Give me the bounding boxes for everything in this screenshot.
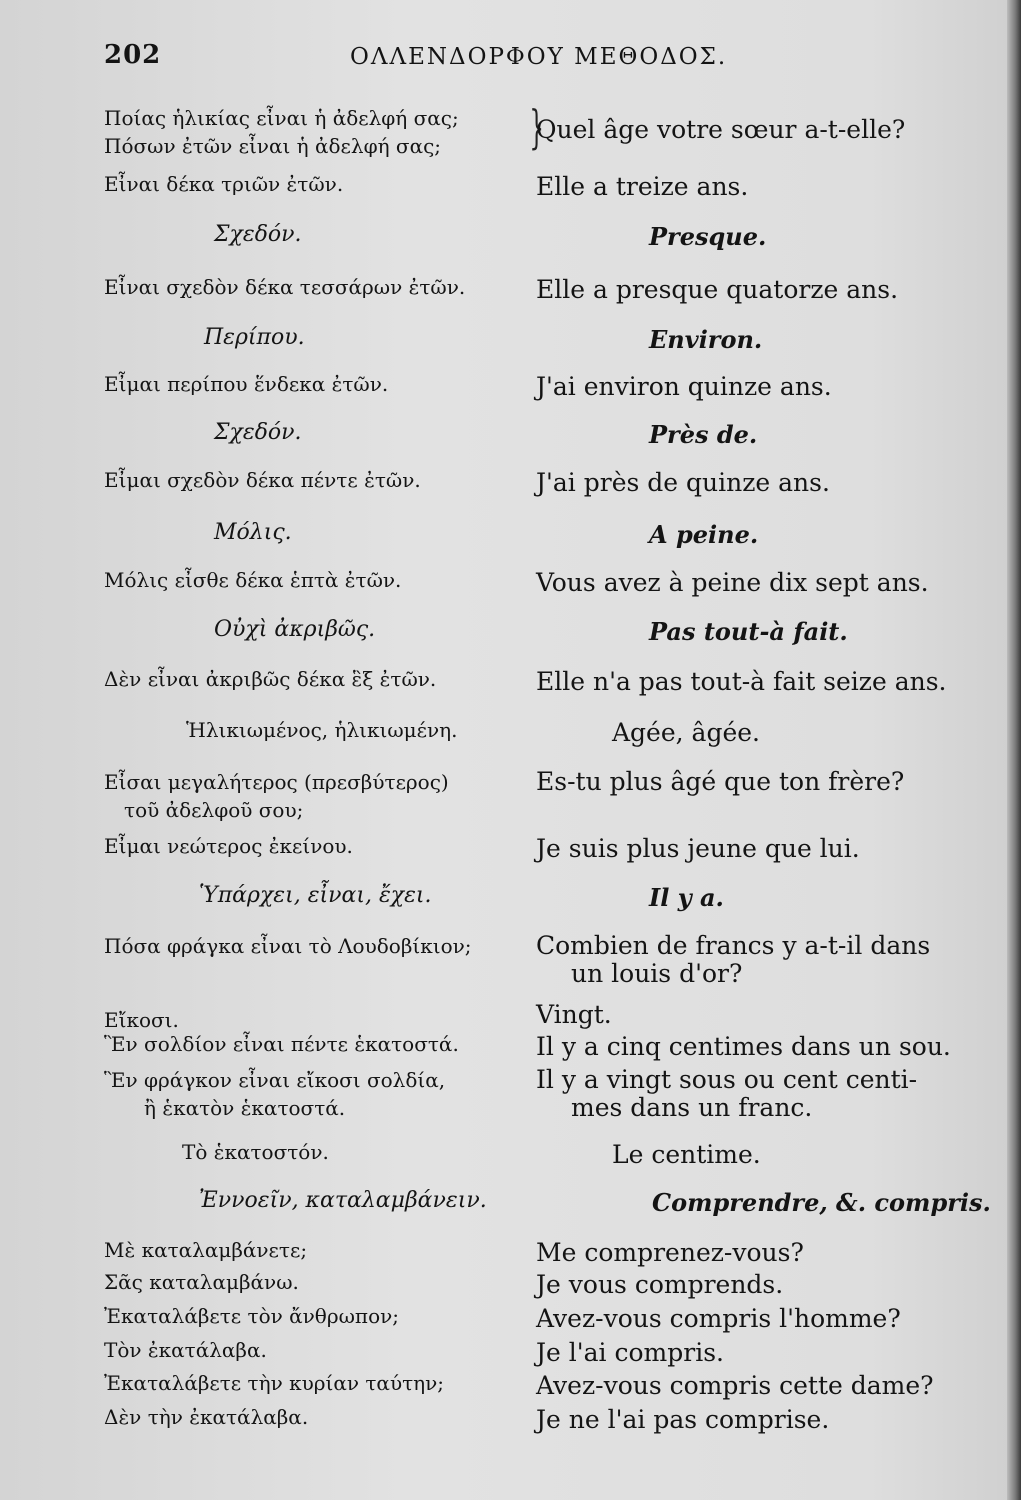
french-text: Avez-vous compris cette dame? xyxy=(536,1371,934,1400)
french-heading: Pas tout-à fait. xyxy=(649,617,848,646)
greek-text: Πόσα φράγκα εἶναι τὸ Λουδοβίκιον; xyxy=(104,934,472,958)
phrase-row xyxy=(104,1065,994,1122)
phrase-row xyxy=(104,1140,994,1180)
greek-text: Τὸ ἑκατοστόν. xyxy=(182,1140,329,1164)
greek-text: Ἓν σολδίον εἶναι πέντε ἑκατοστά. xyxy=(104,1032,459,1056)
page-header xyxy=(104,40,934,80)
greek-text: Σᾶς καταλαμβάνω. xyxy=(104,1270,299,1294)
french-heading: Comprendre, &. compris. xyxy=(652,1188,991,1217)
greek-text: Εἶναι σχεδὸν δέκα τεσσάρων ἐτῶν. xyxy=(104,275,466,299)
greek-text: Μόλις εἶσθε δέκα ἑπτὰ ἐτῶν. xyxy=(104,568,402,592)
phrase-row xyxy=(104,275,994,315)
greek-heading: Οὐχὶ ἀκριβῶς. xyxy=(214,617,376,642)
greek-text: Τὸν ἐκατάλαβα. xyxy=(104,1338,267,1362)
french-text: Elle a presque quatorze ans. xyxy=(536,275,899,304)
greek-text: Ἓν φράγκον εἶναι εἴκοσι σολδία, ἢ ἑκατὸν ἑκατοστά. xyxy=(104,1068,446,1120)
vocab-heading-row xyxy=(104,520,994,560)
greek-text: Δὲν τὴν ἐκατάλαβα. xyxy=(104,1405,309,1429)
vocab-heading-row xyxy=(104,222,994,262)
running-title: ΟΛΛΕΝΔΟΡΦΟΥ ΜΕΘΟΔΟΣ. xyxy=(350,44,728,70)
phrase-row xyxy=(104,568,994,608)
greek-text: Μὲ καταλαμβάνετε; xyxy=(104,1238,308,1262)
french-text: Le centime. xyxy=(612,1140,761,1169)
vocab-heading-row xyxy=(104,883,994,923)
greek-heading: Σχεδόν. xyxy=(214,420,302,445)
french-text: Vingt. xyxy=(536,1000,612,1029)
page-number: 202 xyxy=(104,40,162,70)
phrase-row xyxy=(104,667,994,707)
phrase-row xyxy=(104,100,994,158)
french-heading: Presque. xyxy=(649,222,767,251)
vocab-heading-row xyxy=(104,325,994,365)
greek-text: Εἶσαι μεγαλήτερος (πρεσβύτερος) τοῦ ἀδελφοῦ σου; xyxy=(104,770,449,822)
phrase-row xyxy=(104,767,994,822)
french-text: Il y a cinq centimes dans un sou. xyxy=(536,1032,951,1061)
french-heading: Il y a. xyxy=(649,883,724,912)
french-text: Me comprenez-vous? xyxy=(536,1238,804,1267)
french-text: Elle a treize ans. xyxy=(536,172,749,201)
french-text: Je suis plus jeune que lui. xyxy=(536,834,860,863)
greek-heading: Ἡλικιωμένος, ἡλικιωμένη. xyxy=(186,718,458,742)
greek-text: Εἶμαι σχεδὸν δέκα πέντε ἐτῶν. xyxy=(104,468,421,492)
french-text: Je ne l'ai pas comprise. xyxy=(536,1405,830,1434)
french-text: Elle n'a pas tout-à fait seize ans. xyxy=(536,667,947,696)
greek-text: Εἶμαι νεώτερος ἐκείνου. xyxy=(104,834,353,858)
greek-heading: Σχεδόν. xyxy=(214,222,302,247)
french-text: J'ai environ quinze ans. xyxy=(536,372,832,401)
greek-heading: Περίπου. xyxy=(204,325,305,350)
vocab-heading-row xyxy=(104,1188,994,1228)
french-text: Quel âge votre sœur a-t-elle? xyxy=(536,115,906,144)
french-text: J'ai près de quinze ans. xyxy=(536,468,830,497)
french-heading: Agée, âgée. xyxy=(612,718,760,747)
french-text: Es-tu plus âgé que ton frère? xyxy=(536,767,905,796)
french-text: Avez-vous compris l'homme? xyxy=(536,1304,901,1333)
greek-text: Εἶμαι περίπου ἕνδεκα ἐτῶν. xyxy=(104,372,389,396)
greek-text: Ποίας ἡλικίας εἶναι ἡ ἀδελφή σας; Πόσων ἐτῶν εἶναι ἡ ἀδελφή σας; xyxy=(104,106,459,158)
phrase-row xyxy=(104,468,994,508)
greek-heading: Μόλις. xyxy=(214,520,292,545)
greek-text: Εἶναι δέκα τριῶν ἐτῶν. xyxy=(104,172,344,196)
french-heading: A peine. xyxy=(649,520,759,549)
french-text: Il y a vingt sous ou cent centi- mes dans un franc. xyxy=(536,1065,918,1122)
phrase-row xyxy=(104,1405,994,1445)
greek-text: Ἐκαταλάβετε τὸν ἄνθρωπον; xyxy=(104,1304,399,1328)
page-edge-shadow xyxy=(1007,0,1021,1500)
phrase-row xyxy=(104,931,994,988)
greek-heading: Ὑπάρχει, εἶναι, ἔχει. xyxy=(199,883,432,908)
vocab-heading-row xyxy=(104,718,994,758)
french-text: Je l'ai compris. xyxy=(536,1338,724,1367)
french-text: Combien de francs y a-t-il dans un louis d'or? xyxy=(536,931,931,988)
french-heading: Environ. xyxy=(649,325,763,354)
french-text: Je vous comprends. xyxy=(536,1270,784,1299)
vocab-heading-row xyxy=(104,617,994,657)
phrase-row xyxy=(104,372,994,412)
vocab-heading-row xyxy=(104,420,994,460)
greek-text: Δὲν εἶναι ἀκριβῶς δέκα ἓξ ἐτῶν. xyxy=(104,667,437,691)
greek-text: Ἐκαταλάβετε τὴν κυρίαν ταύτην; xyxy=(104,1371,445,1395)
phrase-row xyxy=(104,172,994,212)
greek-text: Εἴκοσι. xyxy=(104,1008,179,1032)
french-heading: Près de. xyxy=(649,420,758,449)
phrase-row xyxy=(104,834,994,874)
brace-mark: } xyxy=(529,100,544,154)
french-text: Vous avez à peine dix sept ans. xyxy=(536,568,929,597)
greek-heading: Ἐννοεῖν, καταλαμβάνειν. xyxy=(199,1188,487,1213)
